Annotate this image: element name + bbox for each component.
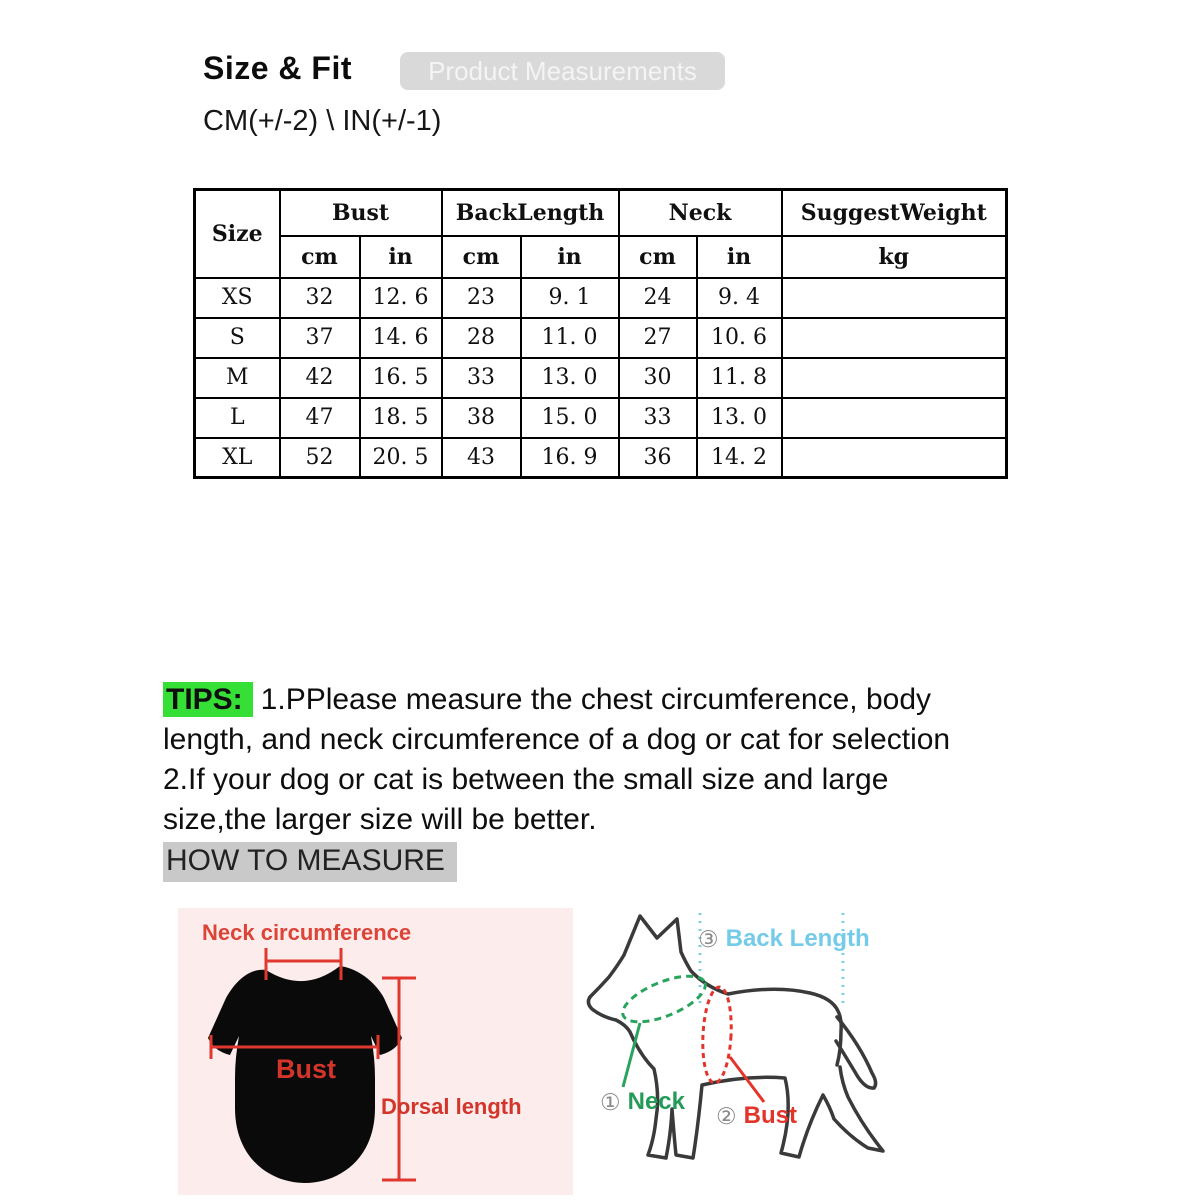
value-cell: 16. 9	[521, 438, 619, 478]
value-cell: 38	[442, 398, 521, 438]
value-cell: 10. 6	[697, 318, 782, 358]
value-cell: 36	[619, 438, 697, 478]
unit-cell: in	[697, 236, 782, 278]
value-cell: 16. 5	[360, 358, 442, 398]
size-table	[193, 188, 1008, 479]
tips-line-2: length, and neck circumference of a dog or cat for selection	[163, 723, 951, 756]
unit-cell: cm	[442, 236, 521, 278]
col-header-suggestweight: SuggestWeight	[782, 190, 1007, 236]
value-cell: 9. 1	[521, 278, 619, 318]
dorsal-length-label: Dorsal length	[381, 1094, 522, 1119]
weight-cell	[782, 358, 1007, 398]
size-cell: S	[195, 318, 280, 358]
weight-cell	[782, 278, 1007, 318]
value-cell: 27	[619, 318, 697, 358]
tips-line-3: 2.If your dog or cat is between the small size and large	[163, 763, 889, 796]
size-cell: M	[195, 358, 280, 398]
value-cell: 14. 6	[360, 318, 442, 358]
back-length-label: ③ Back Length	[698, 925, 870, 952]
bust-label: Bust	[276, 1054, 336, 1084]
page-title: Size & Fit	[203, 50, 353, 86]
dog-measure-diagram	[580, 905, 925, 1195]
table-row	[195, 318, 1007, 358]
value-cell: 15. 0	[521, 398, 619, 438]
weight-cell	[782, 318, 1007, 358]
product-measurements-badge: Product Measurements	[400, 52, 725, 90]
tips-line-4: size,the larger size will be better.	[163, 803, 597, 836]
value-cell: 33	[619, 398, 697, 438]
shirt-measure-diagram	[178, 908, 573, 1195]
unit-cell: in	[521, 236, 619, 278]
table-row	[195, 398, 1007, 438]
unit-cell: cm	[619, 236, 697, 278]
col-header-size: Size	[195, 190, 280, 278]
value-cell: 43	[442, 438, 521, 478]
value-cell: 12. 6	[360, 278, 442, 318]
value-cell: 11. 0	[521, 318, 619, 358]
unit-cell: cm	[280, 236, 360, 278]
value-cell: 14. 2	[697, 438, 782, 478]
table-row	[195, 438, 1007, 478]
table-row	[195, 278, 1007, 318]
value-cell: 24	[619, 278, 697, 318]
size-cell: XL	[195, 438, 280, 478]
shirt-silhouette-drawing	[178, 908, 573, 1195]
neck-label: ① Neck	[600, 1088, 685, 1115]
unit-cell: in	[360, 236, 442, 278]
value-cell: 11. 8	[697, 358, 782, 398]
col-header-bust: Bust	[280, 190, 442, 236]
value-cell: 23	[442, 278, 521, 318]
tips-text: 1.PPlease measure the chest circumference, body	[260, 683, 932, 716]
value-cell: 13. 0	[697, 398, 782, 438]
value-cell: 9. 4	[697, 278, 782, 318]
table-row	[195, 358, 1007, 398]
col-header-backlength: BackLength	[442, 190, 619, 236]
neck-circumference-label: Neck circumference	[202, 920, 412, 945]
value-cell: 13. 0	[521, 358, 619, 398]
tips-line-1	[163, 680, 1073, 720]
tips-highlight: TIPS:	[163, 682, 253, 717]
size-cell: XS	[195, 278, 280, 318]
col-header-neck: Neck	[619, 190, 782, 236]
weight-cell	[782, 398, 1007, 438]
table-units-row	[195, 236, 1007, 278]
value-cell: 37	[280, 318, 360, 358]
tips-block	[163, 680, 1073, 840]
value-cell: 33	[442, 358, 521, 398]
unit-cell: kg	[782, 236, 1007, 278]
value-cell: 32	[280, 278, 360, 318]
circled-2-icon: ②	[716, 1102, 737, 1129]
value-cell: 52	[280, 438, 360, 478]
weight-cell	[782, 438, 1007, 478]
table-header-row	[195, 190, 1007, 236]
value-cell: 20. 5	[360, 438, 442, 478]
bust-label: ② Bust	[716, 1102, 797, 1129]
value-cell: 18. 5	[360, 398, 442, 438]
value-cell: 28	[442, 318, 521, 358]
value-cell: 30	[619, 358, 697, 398]
size-cell: L	[195, 398, 280, 438]
circled-1-icon: ①	[600, 1088, 621, 1115]
value-cell: 42	[280, 358, 360, 398]
circled-3-icon: ③	[698, 925, 719, 952]
tolerance-note: CM(+/-2) \ IN(+/-1)	[203, 105, 442, 137]
value-cell: 47	[280, 398, 360, 438]
how-to-measure-heading: HOW TO MEASURE	[163, 842, 457, 882]
